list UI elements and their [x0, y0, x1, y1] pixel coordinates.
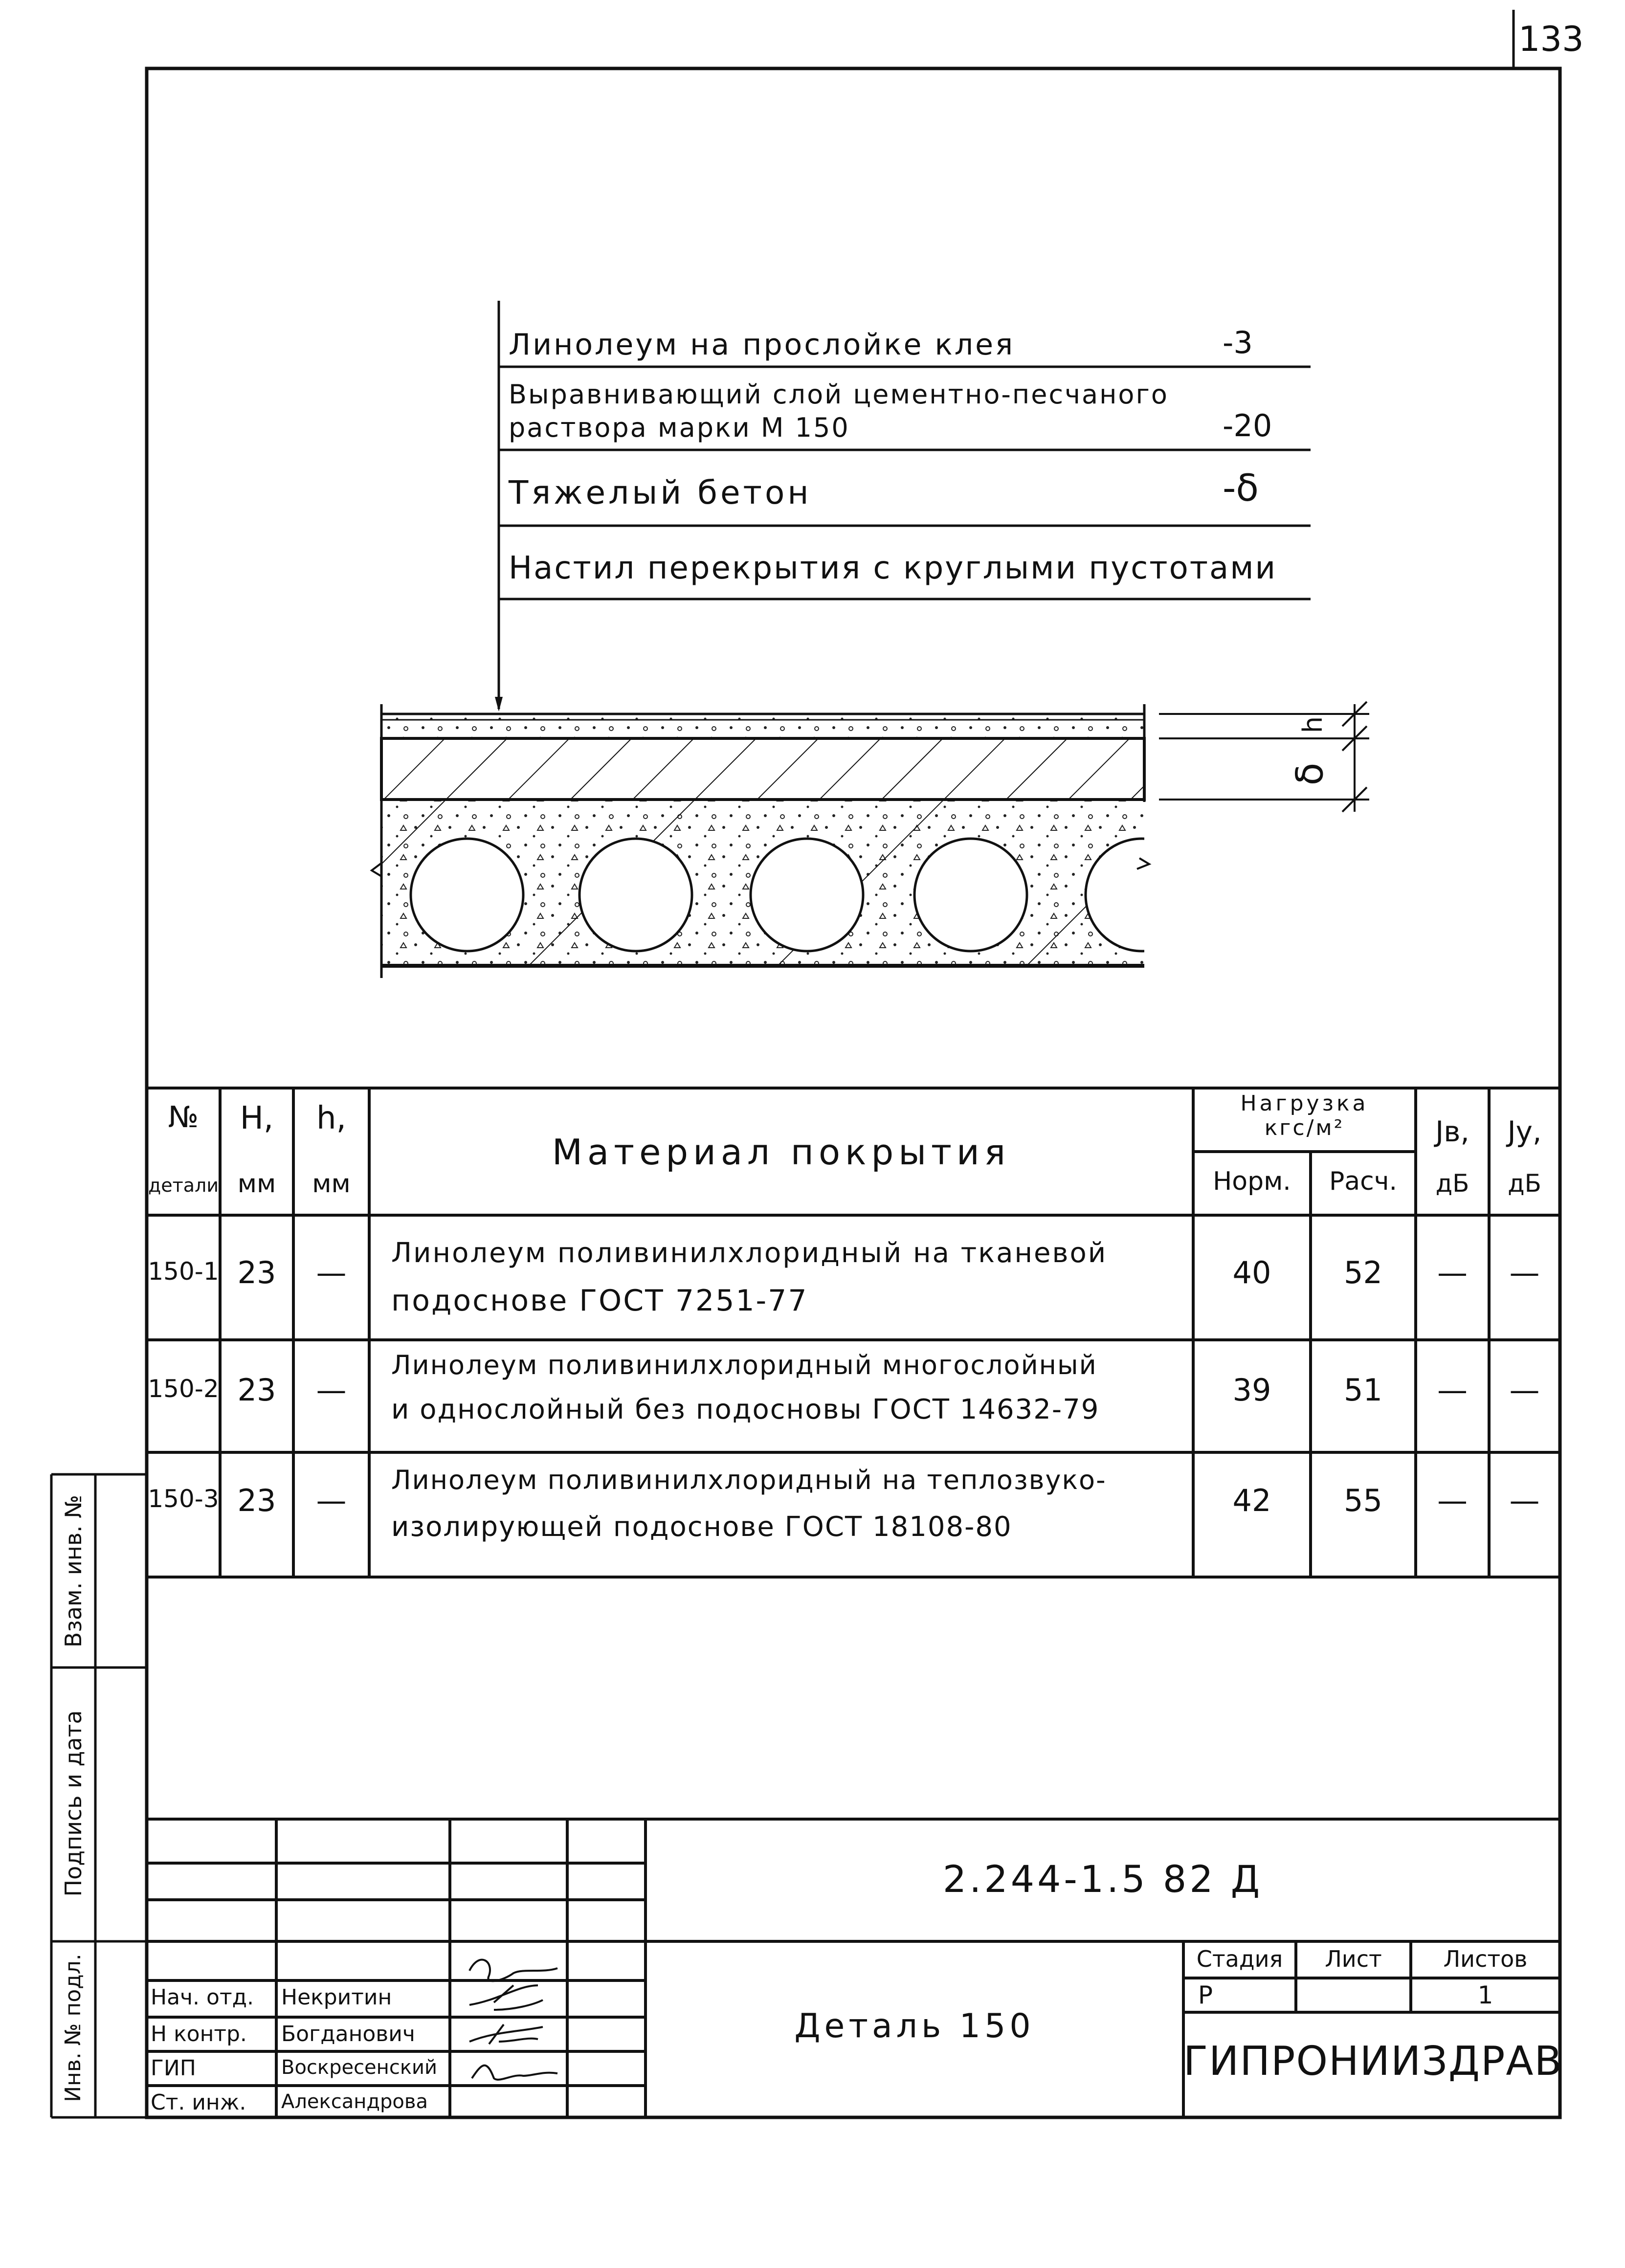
dimension-delta-label: δ	[1288, 762, 1332, 786]
side-stamp-inv-repl: Взам. инв. №	[60, 1494, 87, 1648]
sheet-label: Лист	[1325, 1946, 1382, 1972]
row-jv: —	[1437, 1372, 1468, 1408]
row-material-2: подоснове ГОСТ 7251-77	[391, 1284, 808, 1318]
signature-name: Воскресенский	[281, 2056, 437, 2079]
dimension-h-label: h	[1297, 716, 1329, 734]
header-h-2: мм	[312, 1169, 351, 1199]
header-material: Материал покрытия	[552, 1132, 1011, 1173]
row-material-1: Линолеум поливинилхлоридный многослойный	[391, 1350, 1097, 1380]
signature-role: Ст. инж.	[151, 2090, 246, 2115]
organization-name: ГИПРОНИИЗДРАВ	[1183, 2038, 1563, 2085]
row-h: —	[316, 1483, 347, 1518]
row-norm: 40	[1232, 1255, 1271, 1290]
header-num-1: №	[168, 1100, 199, 1134]
signature-marks	[469, 1960, 557, 2080]
leader-arrow-icon	[495, 697, 503, 712]
layer-slab-label: Настил перекрытия с круглыми пустотами	[509, 550, 1277, 586]
sheets-label: Листов	[1443, 1946, 1528, 1972]
row-calc: 55	[1344, 1483, 1382, 1518]
header-jy-2: дБ	[1508, 1169, 1541, 1198]
stage-value: Р	[1198, 1981, 1213, 2009]
side-stamp-inv-orig: Инв. № подл.	[61, 1954, 86, 2102]
row-norm: 39	[1232, 1372, 1271, 1408]
row-material-1: Линолеум поливинилхлоридный на тканевой	[391, 1237, 1108, 1269]
row-jv: —	[1437, 1255, 1468, 1290]
header-jy-1: Jу,	[1507, 1115, 1542, 1148]
row-h: —	[316, 1372, 347, 1408]
header-num-2: детали	[148, 1175, 219, 1196]
layer-concrete-label: Тяжелый бетон	[509, 474, 812, 511]
page-number: 133	[1518, 19, 1584, 59]
row-num: 150-1	[148, 1257, 219, 1286]
row-jy: —	[1509, 1483, 1540, 1518]
layer-leveling-thickness: -20	[1223, 408, 1272, 444]
header-load-1: Нагрузка	[1240, 1091, 1369, 1116]
layer-leveling-label-1: Выравнивающий слой цементно-песчаного	[509, 379, 1169, 410]
document-code: 2.244-1.5 82 Д	[942, 1857, 1263, 1901]
dimension-lines	[1159, 702, 1369, 812]
header-load-norm: Норм.	[1213, 1167, 1291, 1196]
signature-name: Некритин	[281, 1985, 392, 2010]
stage-label: Стадия	[1196, 1946, 1283, 1972]
signature-name: Александрова	[281, 2090, 428, 2113]
signature-role: Н контр.	[151, 2022, 247, 2046]
header-jv-2: дБ	[1435, 1169, 1469, 1198]
row-jy: —	[1509, 1372, 1540, 1408]
row-H: 23	[237, 1255, 276, 1290]
row-norm: 42	[1232, 1483, 1271, 1518]
layer-linoleum-label: Линолеум на прослойке клея	[509, 328, 1015, 362]
row-material-2: изолирующей подоснове ГОСТ 18108-80	[391, 1511, 1012, 1543]
header-H-2: мм	[237, 1169, 276, 1199]
cross-section	[372, 704, 1198, 978]
row-calc: 52	[1344, 1255, 1382, 1290]
row-H: 23	[237, 1483, 276, 1518]
sheet-title: Деталь 150	[794, 2007, 1035, 2046]
row-material-2: и однослойный без подосновы ГОСТ 14632-79	[391, 1394, 1100, 1425]
header-jv-1: Jв,	[1435, 1115, 1469, 1148]
row-h: —	[316, 1255, 347, 1290]
row-material-1: Линолеум поливинилхлоридный на теплозвуко-	[391, 1465, 1107, 1495]
header-load-calc: Расч.	[1329, 1167, 1398, 1196]
row-jy: —	[1509, 1255, 1540, 1290]
signature-role: Нач. отд.	[151, 1985, 254, 2010]
row-H: 23	[237, 1372, 276, 1408]
layer-leveling-label-2: раствора марки М 150	[509, 412, 850, 443]
row-calc: 51	[1344, 1372, 1382, 1408]
side-stamp-sign-date: Подпись и дата	[60, 1710, 87, 1897]
layer-linoleum-thickness: -3	[1223, 325, 1253, 360]
row-num: 150-2	[148, 1375, 219, 1403]
signature-name: Богданович	[281, 2022, 415, 2046]
signature-role: ГИП	[151, 2056, 196, 2081]
layer-concrete-thickness: -δ	[1223, 466, 1259, 510]
row-num: 150-3	[148, 1485, 219, 1513]
header-load-2: кгс/м²	[1264, 1115, 1345, 1140]
header-H-1: H,	[240, 1100, 274, 1136]
sheets-value: 1	[1477, 1981, 1493, 2009]
header-h-1: h,	[316, 1100, 346, 1136]
row-jv: —	[1437, 1483, 1468, 1518]
